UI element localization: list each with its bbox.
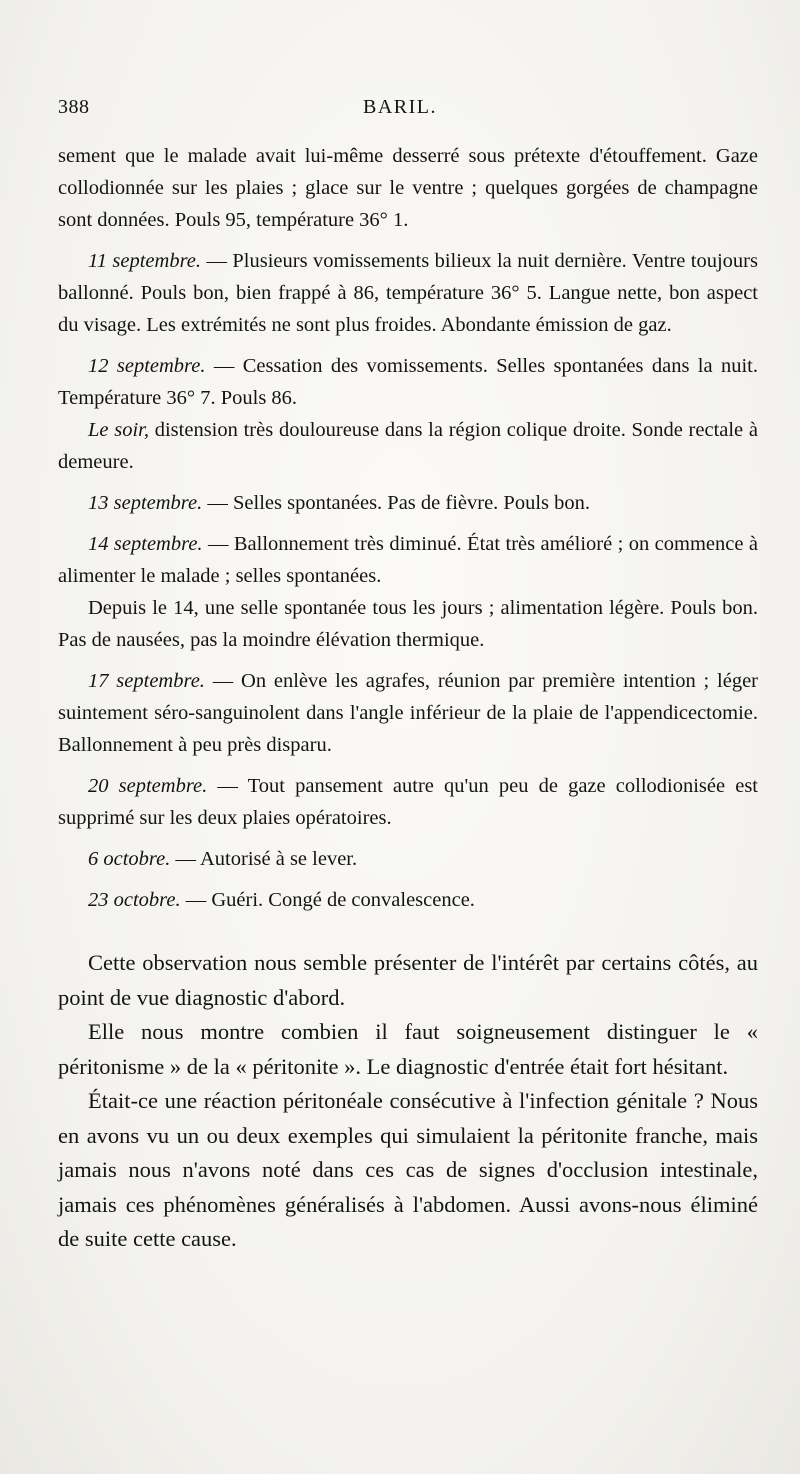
entry-depuis-le-14 <box>58 592 758 656</box>
entry-23-octobre <box>58 884 758 916</box>
commentary <box>58 946 758 1257</box>
commentary-paragraph: Elle nous montre combien il faut soigneusement distinguer le « péritonisme » de la « péritonite ». Le diagnostic d'entrée était fort hésitant. <box>58 1019 758 1079</box>
entry-date: Le soir, <box>88 419 149 441</box>
entry-date: 11 septembre. <box>88 250 202 272</box>
running-head <box>58 96 742 126</box>
entry-date: 20 septembre. <box>88 775 208 797</box>
entry-text: — Tout pansement autre qu'un peu de gaze collodionisée est supprimé sur les deux plaies opératoires. <box>58 775 758 829</box>
entry-text: — Plusieurs vomissements bilieux la nuit dernière. Ventre toujours ballonné. Pouls bon, bien frappé à 86, température 36° 5. Langue nette, bon aspect du visage. Les extrémités ne sont plus froides. Abondante émission de gaz. <box>58 250 758 336</box>
commentary-paragraph: Cette observation nous semble présenter de l'intérêt par certains côtés, au point de vue diagnostic d'abord. <box>58 950 758 1010</box>
page-number: 388 <box>58 96 90 118</box>
entry-20-septembre <box>58 770 758 834</box>
entry-text: distension très douloureuse dans la région colique droite. Sonde rectale à demeure. <box>58 419 758 473</box>
continuation-paragraph: sement que le malade avait lui-même desserré sous prétexte d'étouffement. Gaze collodionnée sur les plaies ; glace sur le ventre ; quelques gorgées de champagne sont données. Pouls 95, température 36° 1. <box>58 145 758 231</box>
entry-11-septembre <box>58 245 758 341</box>
entry-date: 13 septembre. <box>88 492 203 514</box>
entry-text: — Guéri. Congé de convalescence. <box>180 889 475 911</box>
entry-date: 17 septembre. <box>88 670 205 692</box>
entry-date: 6 octobre. <box>88 848 171 870</box>
entry-text: — Selles spontanées. Pas de fièvre. Pouls bon. <box>202 492 590 514</box>
entry-date: 23 octobre. <box>88 889 181 911</box>
case-notes <box>58 140 758 916</box>
commentary-paragraph: Était-ce une réaction péritonéale consécutive à l'infection génitale ? Nous en avons vu un ou deux exemples qui simulaient la péritonite franche, mais jamais nous n'avons noté dans ces cas de signes d'occlusion intestinale, jamais ces phénomènes généralisés à l'abdomen. Aussi avons-nous éliminé de suite cette cause. <box>58 1088 758 1251</box>
entry-date: 12 septembre. <box>88 355 206 377</box>
entry-17-septembre <box>58 665 758 761</box>
entry-text: — On enlève les agrafes, réunion par première intention ; léger suintement séro-sanguinolent dans l'angle inférieur de la plaie de l'appendicectomie. Ballonnement à peu près disparu. <box>58 670 758 756</box>
entry-text: — Autorisé à se lever. <box>170 848 358 870</box>
entry-date: 14 septembre. <box>88 533 203 555</box>
running-title: BARIL. <box>363 96 437 118</box>
entry-text: — Ballonnement très diminué. État très amélioré ; on commence à alimenter le malade ; selles spontanées. <box>58 533 758 587</box>
entry-text: Depuis le 14, une selle spontanée tous les jours ; alimentation légère. Pouls bon. Pas de nausées, pas la moindre élévation thermique. <box>58 597 758 651</box>
entry-14-septembre <box>58 528 758 592</box>
entry-le-soir <box>58 414 758 478</box>
entry-12-septembre <box>58 350 758 414</box>
entry-text: — Cessation des vomissements. Selles spontanées dans la nuit. Température 36° 7. Pouls 86. <box>58 355 758 409</box>
entry-13-septembre <box>58 487 758 519</box>
page-content <box>58 140 758 1257</box>
entry-6-octobre <box>58 843 758 875</box>
